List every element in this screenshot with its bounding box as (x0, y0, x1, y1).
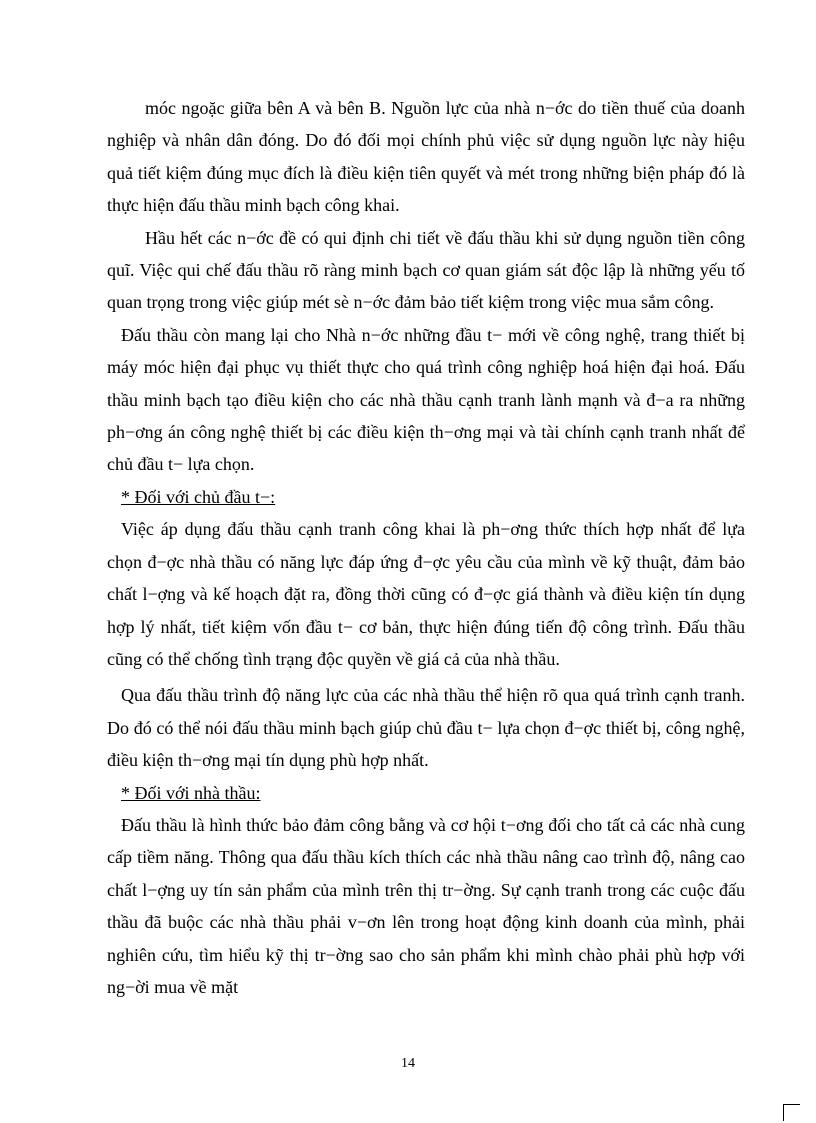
section-heading-contractor: * Đối với nhà thầu: (121, 782, 261, 803)
paragraph-2: Hầu hết các n−ớc đề có qui định chi tiết về đấu thầu khi sử dụng nguồn tiền công quĩ. Việc qui chế đấu thầu rõ ràng minh bạch cơ quan giám sát độc lập là những yếu tố quan trọng trong việc giúp mét sè n−ớc đảm bảo tiết kiệm trong việc mua sắm công. (107, 227, 745, 313)
paragraph-5: Qua đấu thầu trình độ năng lực của các nhà thầu thể hiện rõ qua quá trình cạnh tranh. Do đó có thể nói đấu thầu minh bạch giúp chủ đầu t− lựa chọn đ−ợc thiết bị, công nghệ, điều kiện th−ơng mại tín dụng phù hợp nhất. (107, 685, 745, 771)
paragraph-1: móc ngoặc giữa bên A và bên B. Nguồn lực của nhà n−ớc do tiền thuế của doanh nghiệp và nhân dân đóng. Do đó đối mọi chính phủ việc sử dụng nguồn lực này hiệu quả tiết kiệm đúng mục đích là điều kiện tiên quyết và mét trong những biện pháp đó là thực hiện đấu thầu minh bạch công khai. (107, 98, 745, 216)
document-body (107, 92, 745, 1003)
page-number: 14 (401, 1056, 415, 1071)
section-heading-investor: * Đối với chủ đầu t−: (121, 486, 276, 507)
paragraph-3: Đấu thầu còn mang lại cho Nhà n−ớc những đầu t− mới về công nghệ, trang thiết bị máy móc hiện đại phục vụ thiết thực cho quá trình công nghiệp hoá hiện đại hoá. Đấu thầu minh bạch tạo điều kiện cho các nhà thầu cạnh tranh lành mạnh và đ−a ra những ph−ơng án công nghệ thiết bị các điều kiện th−ơng mại và tài chính cạnh tranh nhất để chủ đầu t− lựa chọn. (107, 324, 745, 475)
page-corner-mark (783, 1104, 800, 1121)
paragraph-6: Đấu thầu là hình thức bảo đảm công bằng và cơ hội t−ơng đối cho tất cả các nhà cung cấp tiềm năng. Thông qua đấu thầu kích thích các nhà thầu nâng cao trình độ, nâng cao chất l−ợng uy tín sản phẩm của mình trên thị tr−ờng. Sự cạnh tranh trong các cuộc đấu thầu đã buộc các nhà thầu phải v−ơn lên trong hoạt động kinh doanh của mình, phải nghiên cứu, tìm hiểu kỹ thị tr−ờng sao cho sản phẩm khi mình chào phải phù hợp với ng−ời mua về mặt (107, 814, 745, 997)
paragraph-4: Việc áp dụng đấu thầu cạnh tranh công khai là ph−ơng thức thích hợp nhất để lựa chọn đ−ợc nhà thầu có năng lực đáp ứng đ−ợc yêu cầu của mình về kỹ thuật, đảm bảo chất l−ợng và kế hoạch đặt ra, đồng thời cũng có đ−ợc giá thành và điều kiện tín dụng hợp lý nhất, tiết kiệm vốn đầu t− cơ bản, thực hiện đúng tiến độ công trình. Đấu thầu cũng có thể chống tình trạng độc quyền về giá cả của nhà thầu. (107, 519, 745, 669)
